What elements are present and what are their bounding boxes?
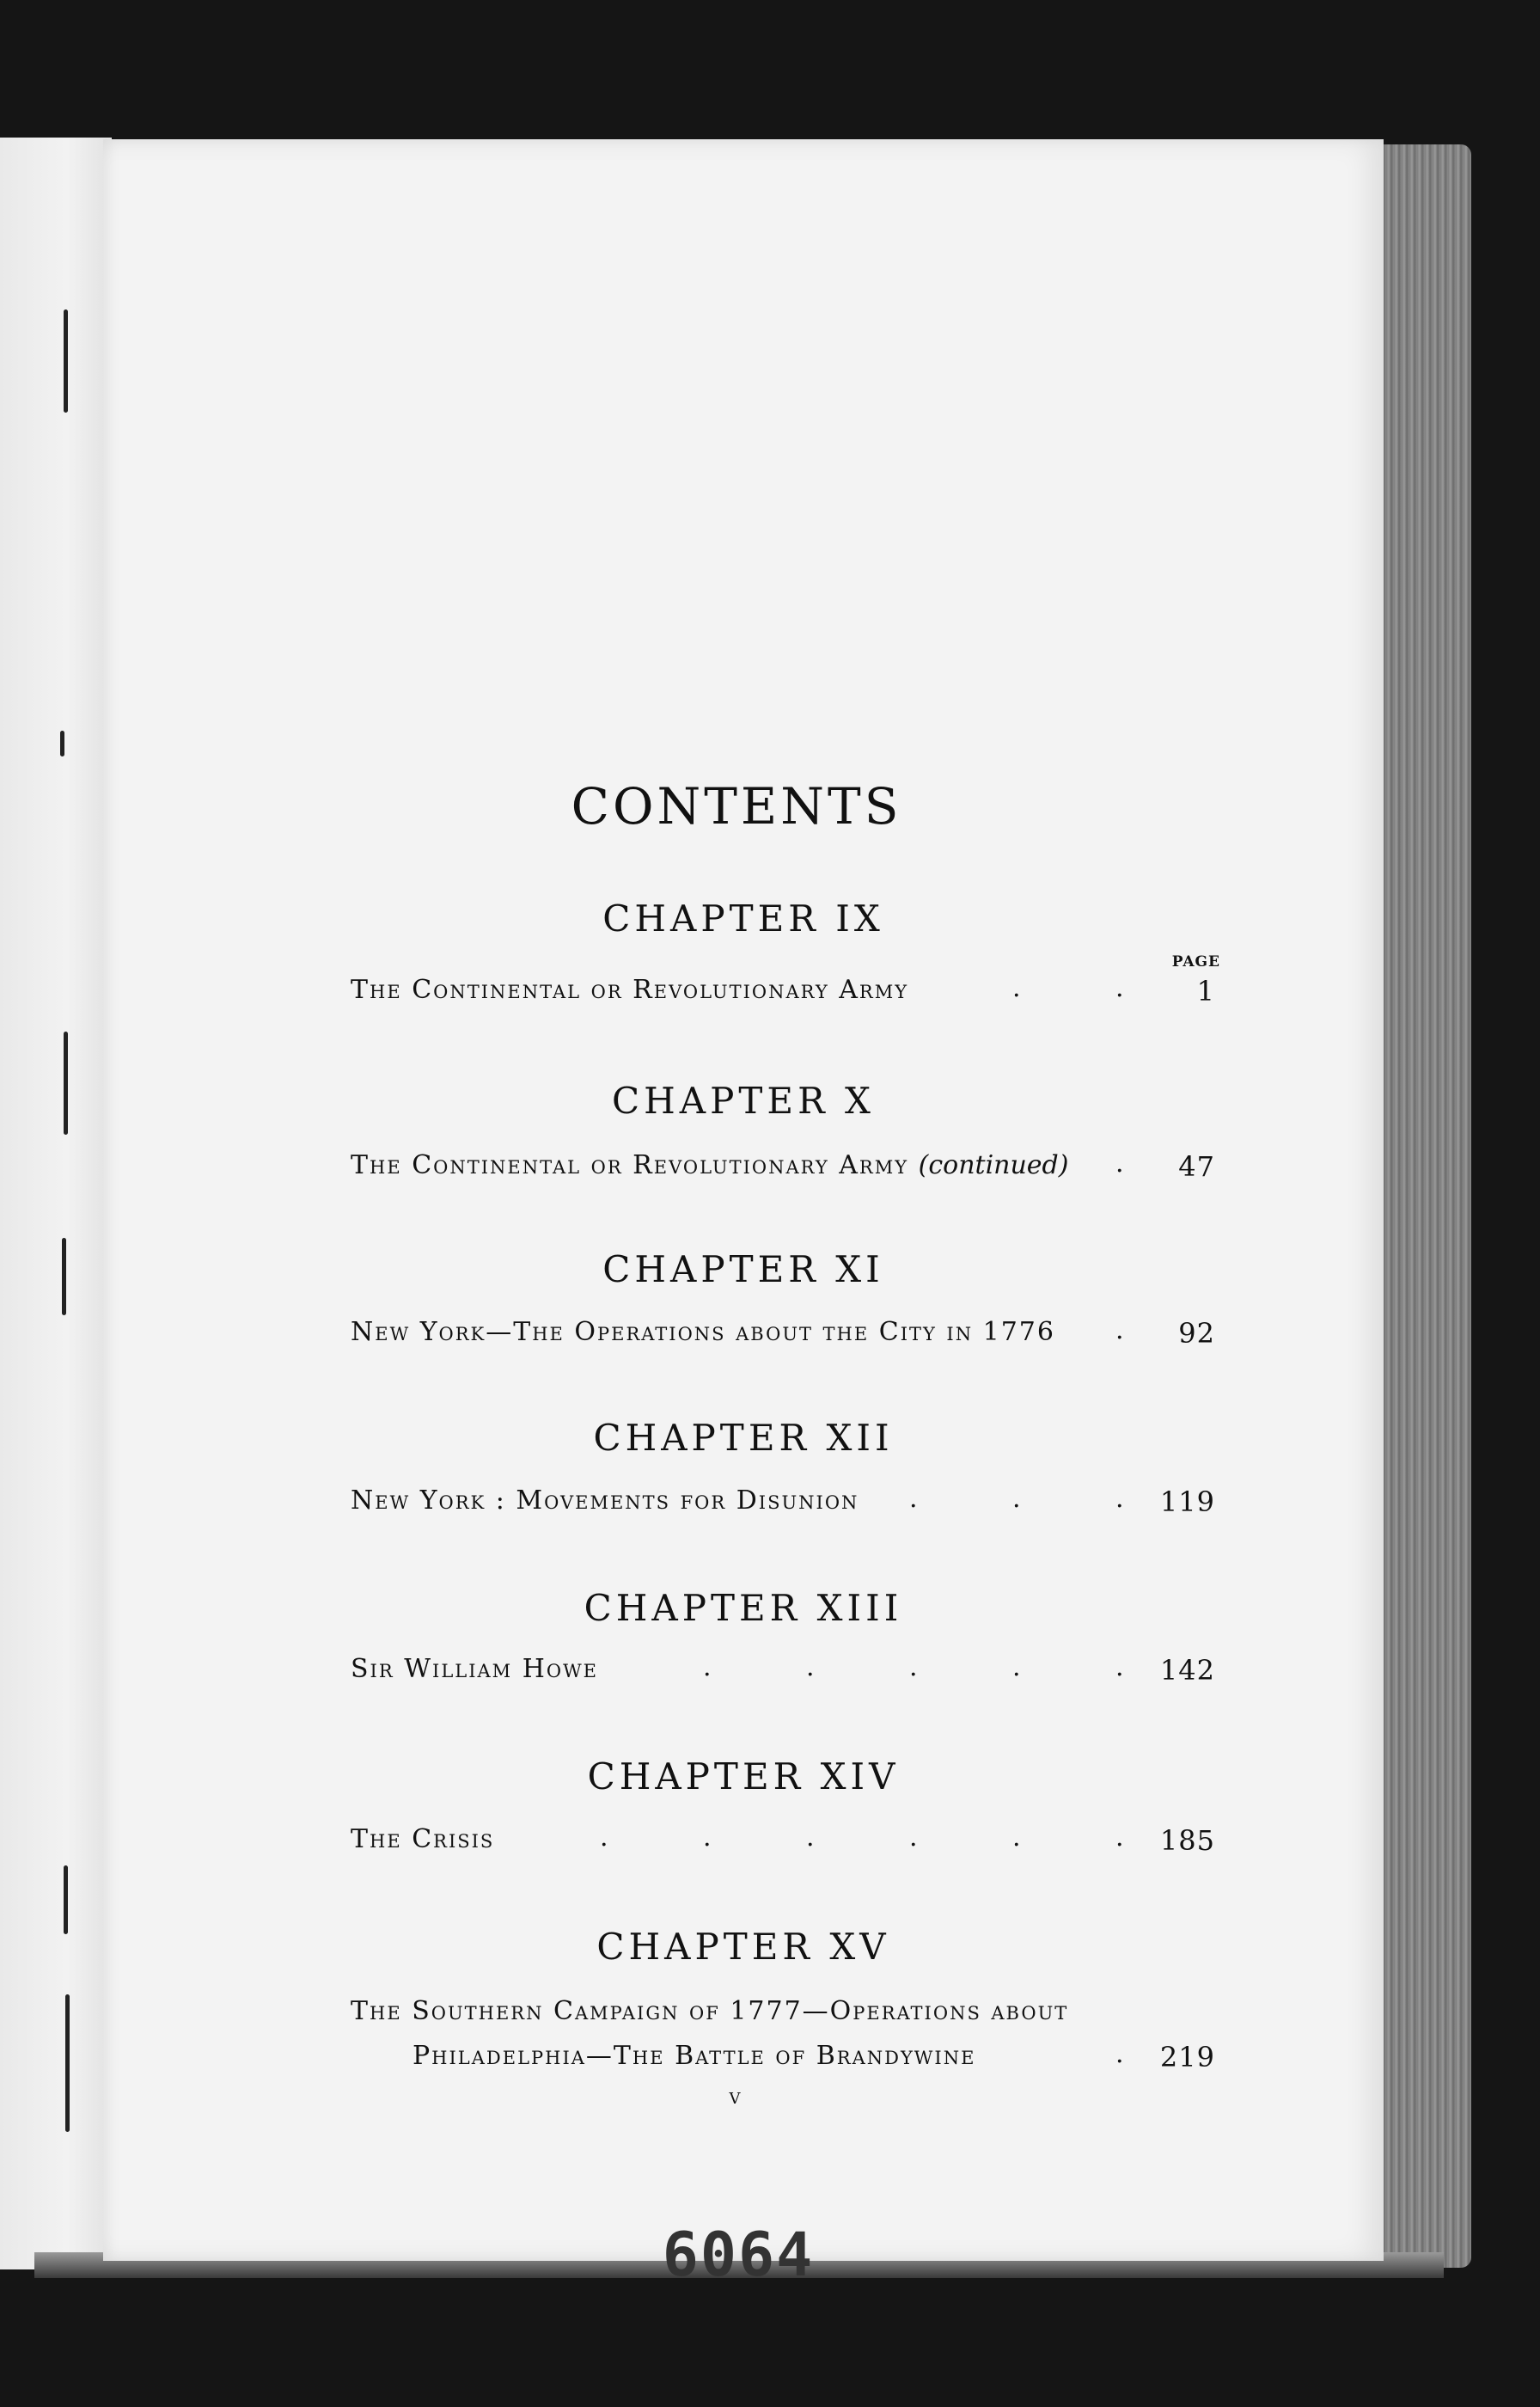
toc-entry-title: The Crisis — [351, 1824, 495, 1854]
toc-entry-italic: (continued) — [918, 1150, 1069, 1180]
toc-entry-page: 185 — [1159, 1824, 1215, 1857]
page-folio: v — [729, 2084, 741, 2110]
binding-mark — [64, 1865, 68, 1934]
toc-entry-title: New York—The Operations about the City in 1776 — [351, 1317, 1055, 1347]
toc-entry-continuation: Philadelphia—The Battle of Brandywine . 219 — [412, 2039, 1215, 2073]
chapter-heading: CHAPTER XIV — [587, 1755, 900, 1798]
toc-entry-page: 119 — [1159, 1485, 1215, 1518]
chapter-heading: CHAPTER IX — [602, 897, 884, 940]
toc-entry-title: Sir William Howe — [351, 1654, 599, 1684]
toc-entry: The Continental or Revolutionary Army (continued) . 47 — [351, 1148, 1215, 1183]
toc-entry-page: 47 — [1178, 1150, 1215, 1183]
toc-entry: The Continental or Revolutionary Army . . 1 — [351, 973, 1215, 1008]
chapter-heading: CHAPTER XV — [596, 1926, 890, 1968]
toc-entry-title: The Continental or Revolutionary Army (continued) — [351, 1150, 1069, 1180]
toc-entry: New York : Movements for Disunion . . . 119 — [351, 1484, 1215, 1518]
chapter-heading: CHAPTER X — [612, 1080, 875, 1122]
toc-entry-title: The Southern Campaign of 1777—Operations about — [351, 1996, 1069, 2026]
contents-page — [103, 139, 1384, 2290]
page-stack-edge — [1378, 144, 1471, 2268]
binding-mark — [65, 1994, 70, 2132]
toc-entry: Sir William Howe . . . . . 142 — [351, 1652, 1215, 1687]
toc-entry-page: 219 — [1159, 2041, 1215, 2073]
toc-entry-page: 92 — [1178, 1317, 1215, 1350]
toc-entry: New York—The Operations about the City in 1776 . 92 — [351, 1315, 1215, 1350]
toc-entry-page: 142 — [1159, 1654, 1215, 1687]
binding-mark — [64, 309, 68, 413]
binding-mark — [62, 1238, 66, 1315]
toc-entry-title: New York : Movements for Disunion — [351, 1485, 859, 1516]
chapter-heading: CHAPTER XII — [593, 1417, 894, 1459]
binding-mark — [60, 731, 64, 756]
toc-entry — [351, 1996, 1220, 2041]
chapter-heading: CHAPTER XIII — [584, 1587, 903, 1629]
toc-entry-page: 1 — [1196, 975, 1215, 1008]
left-page-edge — [0, 138, 112, 2269]
page-column-label: PAGE — [1171, 953, 1220, 971]
binding-mark — [64, 1032, 68, 1135]
toc-entry: The Crisis . . . . . . 185 — [351, 1822, 1215, 1857]
chapter-heading: CHAPTER XI — [602, 1248, 884, 1290]
library-stamp-number: 6064 — [662, 2220, 815, 2290]
toc-entry-title: The Continental or Revolutionary Army — [351, 975, 909, 1005]
toc-entry-title: Philadelphia—The Battle of Brandywine — [412, 2041, 976, 2071]
contents-title: CONTENTS — [571, 777, 902, 836]
